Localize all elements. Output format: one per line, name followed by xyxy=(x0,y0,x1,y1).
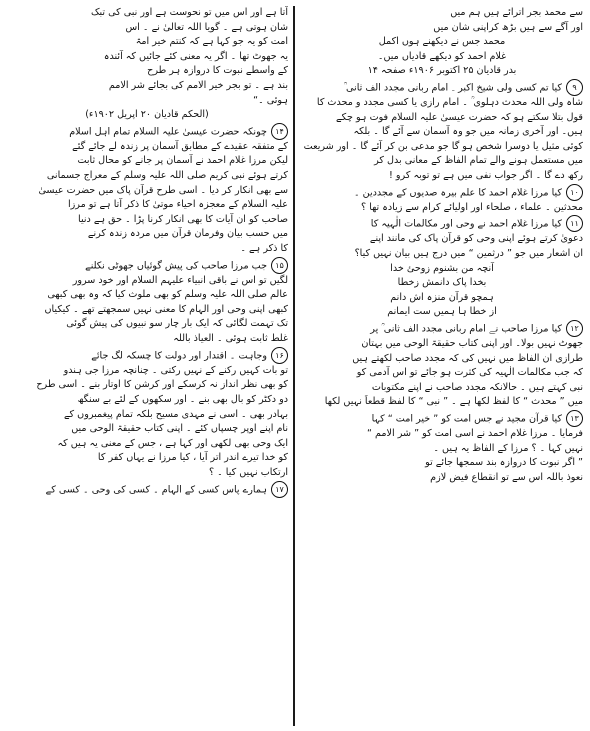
line-text: لیکن مرزا غلام احمد نے آسمان پر جانے کو محال ثابت xyxy=(77,155,288,167)
line-text: جھوٹ نہیں بولا۔ اور اپنی کتاب حقیقۃ الوحی میں بہتان xyxy=(361,338,583,350)
line-text: جب مرزا صاحب کی پیش گوئیاں جھوٹی نکلنے xyxy=(85,260,267,272)
text-line xyxy=(6,288,288,303)
line-text: (الحکم قادیان ۲۰ اپریل ۱۹۰۲ء) xyxy=(85,109,209,121)
line-text: محدثین ۔ علماء ، صلحاء اور اولیائے کرام سے زیادہ تھا ؟ xyxy=(361,201,583,213)
item-number-badge: ۱۳ xyxy=(566,410,583,427)
item-number-badge: ۱۰ xyxy=(566,184,583,201)
line-text: ہیں۔ اور آخری زمانہ میں جو وہ آسمان سے آئے گا ۔ بلکہ xyxy=(353,126,583,138)
line-text: میں مستعمل ہونے والے تمام الفاظ کے معانی بدل کر xyxy=(374,155,583,167)
line-text: کے متفقہ عقیدے کے مطابق آسمان پر زندہ لے جائے گئے xyxy=(72,140,288,152)
text-line xyxy=(301,232,583,247)
line-text: کیا مرزا غلام احمد نے وحی اور مکالمات الٰہیہ کا xyxy=(370,218,562,230)
line-text: قول بتلا سکتے ہو کہ حضرت عیسیٰ علیہ السلام فوت ہو چکے xyxy=(336,111,583,123)
line-text: رکھ دے گا ۔ اگر جواب نفی میں ہے تو توبہ کرو ! xyxy=(389,170,583,182)
right-column xyxy=(301,6,583,724)
text-line xyxy=(6,481,288,498)
text-line xyxy=(301,410,583,427)
line-text: کیا مرزا صاحب نے امام ربانی مجدد الف ثانی ؒ پر xyxy=(370,323,562,335)
text-line xyxy=(301,96,583,111)
text-line xyxy=(301,79,583,96)
text-line xyxy=(301,395,583,410)
text-line xyxy=(6,347,288,364)
text-line xyxy=(301,305,583,320)
line-text: کا ذکر ہے ۔ xyxy=(240,243,288,254)
text-line xyxy=(6,378,288,393)
text-line xyxy=(6,79,288,94)
line-text: میں حسب بیان وفرمان قرآن میں مردہ زندہ کرنے xyxy=(87,228,288,240)
line-text: کیا قرآن مجید نے جس امت کو ” خیر امت “ کہا xyxy=(371,413,562,425)
line-text: تک تہمت لگائی کہ ایک بار چار سو نبیوں کی پیش گوئی xyxy=(66,318,288,330)
item-number-badge: ۱۱ xyxy=(566,215,583,232)
line-text: کہ جب مکالمات الٰہیہ کی کثرت ہو جائے تو اس آدمی کو xyxy=(356,367,583,379)
item-number-badge: ۹ xyxy=(566,79,583,96)
text-line xyxy=(301,111,583,126)
text-line xyxy=(6,227,288,242)
text-line xyxy=(301,337,583,352)
text-line xyxy=(6,123,288,140)
text-line xyxy=(301,215,583,232)
line-text: یہ جھوٹ تھا ۔ اگر یہ معنی کئے جائیں کہ آئندہ xyxy=(103,50,288,62)
text-line xyxy=(6,257,288,274)
line-text: ان اشعار میں جو ” درثمین “ میں درج ہیں بیان نہیں کیا؟ xyxy=(354,248,583,259)
line-text: اور آگے سے ہیں بڑھ کراپنی شان میں xyxy=(433,21,583,33)
text-line xyxy=(301,276,583,291)
item-number-badge: ۱۴ xyxy=(271,123,288,140)
text-line xyxy=(6,317,288,332)
item-number-badge: ۱۵ xyxy=(271,257,288,274)
line-text: نہیں کہا ۔ ؟ مرزا کے الفاظ یہ ہیں ۔ xyxy=(433,442,583,454)
line-text: بخدا پاک دانمش زخطا xyxy=(397,277,487,289)
line-text: از خطا ہا ہمیں ست ایمانم xyxy=(387,306,497,318)
line-text: چونکہ حضرت عیسیٰ علیہ السلام تمام اہل اسلام xyxy=(69,126,267,138)
line-text: لگیں تو اس نے باقی انبیاء علیہم السلام اور خود سرور xyxy=(72,274,288,286)
text-line xyxy=(301,320,583,337)
line-text: کرتے ہوئے نبی کریم صلی اللہ علیہ وسلم کے معراج جسمانی xyxy=(46,170,288,182)
line-text: کو خدا تیرے اندر اتر آیا ، کیا مرزا نے یہاں کفر کا xyxy=(97,452,288,464)
text-line xyxy=(6,437,288,452)
text-line xyxy=(6,6,288,21)
line-text: سے محمد بجر اترائے ہیں ہم میں xyxy=(450,7,583,18)
text-line xyxy=(6,364,288,379)
text-line xyxy=(301,442,583,457)
text-line xyxy=(6,64,288,79)
line-text: غلط ثابت ہوئی ۔ العیاذ باللہ xyxy=(173,333,288,345)
text-line xyxy=(6,332,288,347)
item-number-badge: ۱۷ xyxy=(271,481,288,498)
text-line xyxy=(6,50,288,65)
text-line xyxy=(6,393,288,408)
text-line xyxy=(301,140,583,155)
text-line xyxy=(6,21,288,36)
text-line xyxy=(301,262,583,277)
line-text: ہوئی ۔“ xyxy=(253,94,288,106)
text-line xyxy=(301,352,583,367)
text-line xyxy=(301,6,583,21)
left-column xyxy=(6,6,288,724)
column-divider xyxy=(293,6,295,726)
line-text: دعویٰ کرتے ہوئے اپنی وحی کو قرآن پاک کی مانند اپنے xyxy=(369,233,583,245)
line-text: امت کو یہ جو کہا ہے کہ کنتم خیر امۃ xyxy=(135,36,288,48)
line-text: کیا تم کسی ولی شیخ اکبر ۔ امام ربانی مجدد الف ثانی ؒ xyxy=(343,82,562,94)
text-line xyxy=(6,466,288,481)
line-text: غلام احمد کو دیکھے قادیاں میں۔ xyxy=(377,50,507,62)
line-text: بند ہے ۔ تو بجر خیر الامم کی بجائے شر الامم xyxy=(108,79,288,91)
item-number-badge: ۱۲ xyxy=(566,320,583,337)
line-text: ارتکاب نہیں کیا ۔ ؟ xyxy=(208,466,288,478)
line-text: بہادر بھی ۔ اسی نے مہدی مسیح بلکہ تمام پیغمبروں کے xyxy=(63,408,288,420)
text-line xyxy=(301,471,583,486)
line-text: تو بات کہیں رکنے کے نہیں رکتی ۔ چنانچہ مرزا جی ہندو xyxy=(63,364,288,376)
line-text: آتا ہے اور اس میں تو نحوست ہے اور نبی کی تبک xyxy=(90,7,288,18)
text-line xyxy=(6,94,288,109)
line-text: ” اگر نبوت کا دروازہ بند سمجھا جائے تو xyxy=(425,457,583,469)
text-line xyxy=(6,242,288,257)
line-text: علیہ السلام کے معجزہ احیاء موتیٰ کا ذکر آتا ہے تو مرزا xyxy=(67,199,288,211)
line-text: ہمچو قرآن منزہ اش دانم xyxy=(390,291,494,303)
line-text: شاہ ولی اللہ محدث دہلوی ؒ ۔ امام رازی یا کسی مجدد و محدث کا xyxy=(316,97,583,109)
text-line xyxy=(6,108,288,123)
line-text: کوئی مثیل یا دوسرا شخص ہو گا جو مدعی بن کر آئے گا ۔ اور شریعت xyxy=(303,140,583,152)
line-text: فرمایا ۔ مرزا غلام احمد نے اسی امت کو ” شر الامم “ xyxy=(366,428,583,440)
text-line xyxy=(301,21,583,36)
line-text: نعوذ باللہ اس سے تو انقطاع فیض لازم xyxy=(430,471,583,483)
text-line xyxy=(301,247,583,262)
text-line xyxy=(6,451,288,466)
line-text: صاحب کو ان آیات کا بھی انکار کرنا پڑا ۔ حق ہے دنیا xyxy=(78,213,288,225)
line-text: کیا مرزا غلام احمد کا علم بیرہ صدیوں کے مجددین ۔ xyxy=(353,187,562,199)
line-text: دو دکٹر کو بال بھی بنے ۔ اور سکھوں کے لئے بے سنگھ xyxy=(77,393,288,405)
line-text: عالم صلی اللہ علیہ وسلم کو بھی ملوث کیا کہ وہ بھی کبھی xyxy=(47,289,288,301)
text-line xyxy=(6,303,288,318)
line-text: میں ” محدث “ کا لفظ لکھا ہے ۔ ” نبی “ کا لفظ قطعاً نہیں لکھا xyxy=(324,396,583,408)
line-text: ہمارے پاس کسی کے الہام ۔ کسی کی وحی ۔ کسی کے xyxy=(45,484,267,495)
text-line xyxy=(301,201,583,216)
text-line xyxy=(6,408,288,423)
line-text: محمد جس نے دیکھنے ہوں اکمل xyxy=(378,36,506,48)
text-line xyxy=(6,154,288,169)
line-text: کبھی اپنی وحی اور الہام کا معنی نہیں سمجھتے تھے ۔ کیکیاں xyxy=(44,303,288,315)
text-line xyxy=(301,381,583,396)
text-line xyxy=(301,366,583,381)
line-text: نام اپنے اوپر چسپاں کئے ۔ اپنی کتاب حقیقۃ الوحی میں xyxy=(71,423,288,435)
text-line xyxy=(301,169,583,184)
line-text: طرازی ان الفاظ میں نہیں کی کہ مجدد صاحب لکھتے ہیں xyxy=(352,352,583,364)
text-line xyxy=(6,35,288,50)
line-text: آنچہ من بشنوم زوحئ خدا xyxy=(390,262,494,274)
text-line xyxy=(6,274,288,289)
text-line xyxy=(301,184,583,201)
line-text: وجاہت ۔ اقتدار اور دولت کا چسکہ لگ جائے xyxy=(91,350,267,362)
text-line xyxy=(301,427,583,442)
line-text: کو بھی نظر انداز نہ کرسکے اور کرشن کا اوتار بنے ۔ اسی طرح xyxy=(36,379,288,391)
text-line xyxy=(6,140,288,155)
text-line xyxy=(6,198,288,213)
text-line xyxy=(301,50,583,65)
text-line xyxy=(6,169,288,184)
line-text: ایک وحی بھی لکھی اور کہا ہے ، جس کے معنی یہ ہیں کہ xyxy=(57,437,288,449)
text-line xyxy=(301,35,583,50)
line-text: بدر قادیان ۲۵ اکتوبر ۱۹۰۶ء صفحہ ۱۴ xyxy=(367,65,517,77)
text-line xyxy=(301,154,583,169)
text-line xyxy=(6,184,288,199)
line-text: نبی کہتے ہیں ۔ حالانکہ مجدد صاحب نے اپنے مکتوبات xyxy=(371,381,583,393)
text-line xyxy=(301,64,583,79)
line-text: کے واسطے نبوت کا دروازہ ہر طرح xyxy=(147,65,288,77)
line-text: سے بھی انکار کر دیا ۔ اسی طرح قرآن پاک میں حضرت عیسیٰ xyxy=(38,184,288,196)
text-line xyxy=(301,291,583,306)
text-line xyxy=(301,125,583,140)
line-text: شان ہوتی ہے ۔ گویا اللہ تعالیٰ نے ۔ اس xyxy=(125,21,288,33)
text-line xyxy=(6,213,288,228)
text-line xyxy=(301,456,583,471)
text-line xyxy=(6,422,288,437)
item-number-badge: ۱۶ xyxy=(271,347,288,364)
